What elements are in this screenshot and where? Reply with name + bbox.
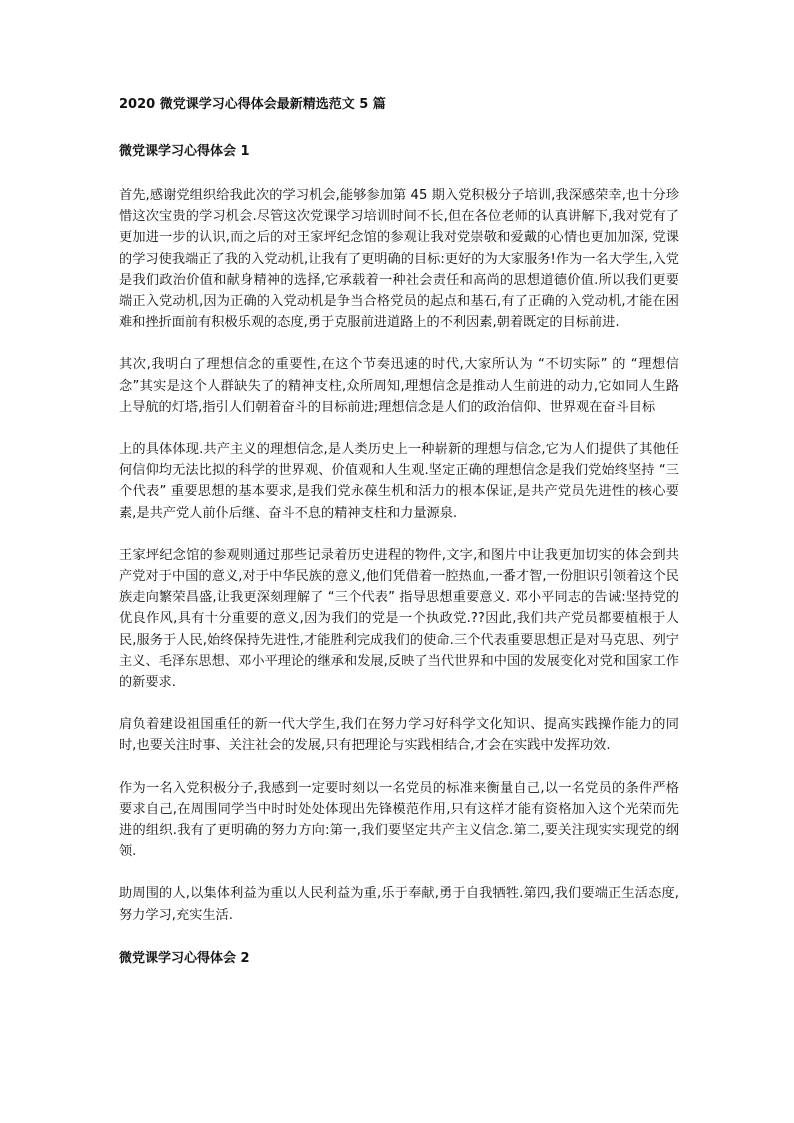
paragraph-4: 王家坪纪念馆的参观则通过那些记录着历史进程的物件,文字,和图片中让我更加切实的体会到共产党对于中国的意义,对于中华民族的意义,他们凭借着一腔热血,一番才智,一份胆识引领着这个民族走向繁荣昌盛,让我更深刻理解了 “三个代表” 指导思想重要意义. 邓小平同志的告诫:坚持党的优良作风,具有十分重要的意义,因为我们的党是一个执政党.??因此,我们共产党员都要植根于人民,服务于人民,始终保持先进性,才能胜利完成我们的使命.三个代表重要思想正是对马克思、列宁主义、毛泽东思想、邓小平理论的继承和发展,反映了当代世界和中国的发展变化对党和国家工作的新要求.: [119, 547, 679, 691]
paragraph-3: 上的具体体现.共产主义的理想信念,是人类历史上一种崭新的理想与信念,它为人们提供了其他任何信仰均无法比拟的科学的世界观、价值观和人生观.坚定正确的理想信念是我们党始终坚持 “三个代表” 重要思想的基本要求,是我们党永葆生机和活力的根本保证,是共产党员先进性的核心要素,是共产党人前仆后继、奋斗不息的精神支柱和力量源泉.: [119, 442, 679, 521]
document-title: 2020 微党课学习心得体会最新精选范文 5 篇: [119, 97, 386, 112]
paragraph-7: 助周围的人,以集体利益为重以人民利益为重,乐于奉献,勇于自我牺牲.第四,我们要端正生活态度,努力学习,充实生活.: [119, 886, 679, 923]
paragraph-2: 其次,我明白了理想信念的重要性,在这个节奏迅速的时代,大家所认为 “不切实际” 的 “理想信念”其实是这个人群缺失了的精神支柱,众所周知,理想信念是推动人生前进的动力,它如同人生路上导航的灯塔,指引人们朝着奋斗的目标前进;理想信念是人们的政治信仰、世界观在奋斗目标: [119, 357, 679, 415]
paragraph-1: 首先,感谢党组织给我此次的学习机会,能够参加第 45 期入党积极分子培训,我深感荣幸,也十分珍惜这次宝贵的学习机会.尽管这次党课学习培训时间不长,但在各位老师的认真讲解下,我对党有了更加进一步的认识,而之后的对王家坪纪念馆的参观让我对党崇敬和爱戴的心情也更加加深, 党课的学习使我端正了我的入党动机,让我有了更明确的目标:更好的为大家服务!作为一名大学生,入党是我们政治价值和献身精神的选择,它承载着一种社会责任和高尚的思想道德价值.所以我们更要端正入党动机,因为正确的入党动机是争当合格党员的起点和基石,有了正确的入党动机,才能在困难和挫折面前有积极乐观的态度,勇于克服前进道路上的不利因素,朝着既定的目标前进.: [119, 188, 679, 331]
section-heading-2: 微党课学习心得体会 2: [119, 950, 250, 966]
section-heading-1: 微党课学习心得体会 1: [119, 144, 250, 159]
paragraph-6: 作为一名入党积极分子,我感到一定要时刻以一名党员的标准来衡量自己,以一名党员的条件严格要求自己,在周围同学当中时时处处体现出先锋模范作用,只有这样才能有资格加入这个光荣而先进的组织.我有了更明确的努力方向:第一,我们要坚定共产主义信念.第二,要关注现实实现党的纲领.: [119, 780, 679, 860]
paragraph-5: 肩负着建设祖国重任的新一代大学生,我们在努力学习好科学文化知识、提高实践操作能力的同时,也要关注时事、关注社会的发展,只有把理论与实践相结合,才会在实践中发挥功效.: [119, 717, 679, 754]
document-page: [119, 94, 679, 970]
